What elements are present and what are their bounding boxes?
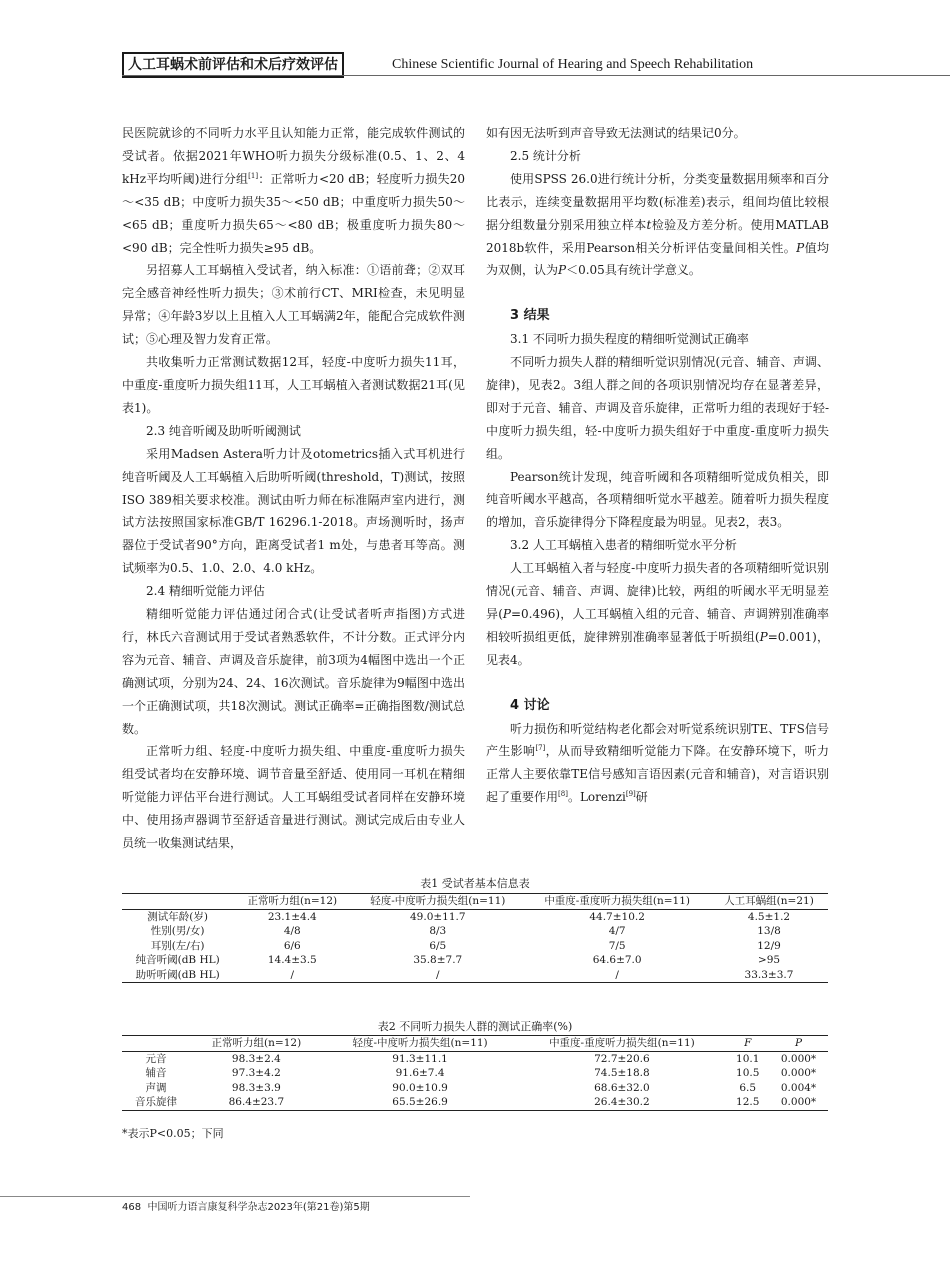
- table-cell: 14.4±3.5: [267, 954, 317, 966]
- table-cell: 65.5±26.9: [392, 1096, 448, 1108]
- table-header-cell: 正常听力组(n=12): [190, 1036, 323, 1052]
- header-rule: [122, 75, 950, 76]
- table-cell: 4.5±1.2: [747, 910, 791, 923]
- table-header-cell: F: [726, 1036, 769, 1052]
- table-cell: 49.0±11.7: [410, 910, 466, 923]
- table-cell: 91.3±11.1: [392, 1052, 448, 1065]
- running-header: [122, 52, 950, 76]
- table-cell: 10.1: [736, 1052, 760, 1065]
- footer-rule: [0, 1196, 470, 1197]
- section-heading-2-4: 2.4 精细听觉能力评估: [146, 584, 265, 599]
- citation: [1]: [248, 171, 259, 180]
- header-title-en: Chinese Scientific Journal of Hearing and Speech Rehabilitation: [392, 57, 754, 72]
- paragraph: 不同听力损失人群的精细听觉识别情况(元音、辅音、声调、旋律)，见表2。3组人群之间的各项识别情况均存在显著差异，即对于元音、辅音、声调及音乐旋律，正常听力组的表现好于轻-中度听力损失组，轻-中度听力损失组好于中重度-重度听力损失组。: [486, 355, 829, 461]
- paragraph: 听力损伤和听觉结构老化都会对听觉系统识别TE、TFS信号产生影响[7]，从而导致精细听觉能力下降。在安静环境下，听力正常人主要依靠TE信号感知言语因素(元音和辅音)，对言语识别起了重要作用[8]。Lorenzi[9]研: [486, 721, 829, 805]
- page-number: 468: [122, 1202, 142, 1213]
- table-cell: 0.000*: [780, 1052, 817, 1065]
- table-cell: 68.6±32.0: [594, 1081, 650, 1094]
- table-cell: 35.8±7.7: [413, 954, 463, 966]
- table-cell: 23.1±4.4: [267, 910, 317, 923]
- table-cell: 音乐旋律: [134, 1096, 177, 1108]
- table-header-cell: [122, 1036, 190, 1052]
- citation: [8]: [558, 790, 568, 799]
- table-row: [122, 924, 828, 939]
- left-column: [122, 122, 465, 855]
- paragraph: 共收集听力正常测试数据12耳，轻度-中度听力损失11耳，中重度-重度听力损失组11耳，人工耳蜗植入者测试数据21耳(见表1)。: [122, 355, 465, 415]
- paragraph: 采用Madsen Astera听力计及otometrics插入式耳机进行纯音听阈及人工耳蜗植入后助听听阈(threshold，T)测试，按照ISO 389相关要求校准。测试由听力师在标准隔声室内进行，测试方法按照国家标准GB/T 16296.1-2018。声场测听时，扬声器位于受试者90°方向，距离受试者1 m处，与患者耳等高。测试频率为0.5、1.0、2.0、4.0 kHz。: [122, 446, 465, 576]
- header-title-cn: 人工耳蜗术前评估和术后疗效评估: [122, 52, 344, 78]
- table-row: [122, 1081, 828, 1096]
- table-cell: >95: [757, 954, 781, 966]
- table-header-cell: 人工耳蜗组(n=21): [710, 894, 828, 910]
- table-cell: 0.000*: [780, 1067, 817, 1079]
- table-cell: 12.5: [736, 1096, 760, 1108]
- table-header-cell: P: [769, 1036, 828, 1052]
- citation: [9]: [625, 790, 636, 799]
- paragraph: Pearson统计发现，纯音听阈和各项精细听觉成负相关，即纯音听阈水平越高，各项精细听觉水平越差。随着听力损失程度的增加，音乐旋律得分下降程度最为明显。见表2，表3。: [486, 469, 829, 530]
- table-header-cell: 中重度-重度听力损失组(n=11): [517, 1036, 726, 1052]
- table-row: [122, 1066, 828, 1081]
- table-row: [122, 909, 828, 924]
- table-cell: 测试年龄(岁): [147, 910, 208, 923]
- paragraph: 另招募人工耳蜗植入受试者，纳入标准：①语前聋；②双耳完全感音神经性听力损失；③术前行CT、MRI检查，未见明显异常；④年龄3岁以上且植入人工耳蜗满2年，能配合完成软件测试；⑤心理及智力发育正常。: [122, 263, 465, 347]
- table-cell: /: [436, 968, 440, 981]
- section-heading-3-1: 3.1 不同听力损失程度的精细听觉测试正确率: [510, 332, 749, 347]
- table1-caption: 表1 受试者基本信息表: [420, 877, 530, 890]
- table-cell: 耳别(左/右): [150, 939, 205, 952]
- paragraph: 精细听觉能力评估通过闭合式(让受试者听声指图)方式进行，林氏六音测试用于受试者熟悉软件，不计分数。正式评分内容为元音、辅音、声调及音乐旋律，前3项为4幅图中选出一个正确测试项，分别为24、24、16次测试。音乐旋律为9幅图中选出一个正确测试项，共18次测试。测试正确率=正确指图数/测试总数。: [122, 607, 465, 736]
- table-header-cell: [122, 894, 233, 910]
- table-note: *表示P<0.05；下同: [122, 1127, 224, 1140]
- table-cell: /: [615, 968, 619, 981]
- table-row: [122, 1095, 828, 1110]
- table-cell: 6.5: [739, 1081, 757, 1094]
- table-header-row: [122, 1036, 828, 1052]
- table-header-cell: 轻度-中度听力损失组(n=11): [351, 894, 524, 910]
- paragraph: 人工耳蜗植入者与轻度-中度听力损失者的各项精细听觉识别情况(元音、辅音、声调、旋律)比较，两组的听阈水平无明显差异(P=0.496)，人工耳蜗植入组的元音、辅音、声调辨别准确率相较听损组更低，旋律辨别准确率显著低于听损组(P=0.001)，见表4。: [486, 561, 830, 667]
- journal-issue: 中国听力语言康复科学杂志2023年(第21卷)第5期: [147, 1202, 370, 1213]
- table-cell: 91.6±7.4: [395, 1067, 445, 1079]
- table-cell: 7/5: [608, 939, 626, 952]
- table-cell: 72.7±20.6: [594, 1052, 650, 1065]
- table-header-cell: 中重度-重度听力损失组(n=11): [524, 894, 710, 910]
- table-cell: 86.4±23.7: [228, 1096, 285, 1108]
- table-row: [122, 939, 828, 954]
- citation: [7]: [535, 744, 546, 753]
- paragraph: 民医院就诊的不同听力水平且认知能力正常，能完成软件测试的受试者。依据2021年WHO听力损失分级标准(0.5、1、2、4 kHz平均听阈)进行分组[1]：正常听力<20 dB；轻度听力损失20～<35 dB；中度听力损失35～<50 dB；中重度听力损失50～<65 dB；重度听力损失65～<80 dB；极重度听力损失80～<90 dB；完全性听力损失≥95 dB。: [122, 126, 465, 255]
- paragraph: 如有因无法听到声音导致无法测试的结果记0分。: [486, 126, 746, 140]
- paragraph: 使用SPSS 26.0进行统计分析，分类变量数据用频率和百分比表示，连续变量数据用平均数(标准差)表示，组间均值比较根据分组数量分别采用独立样本t检验及方差分析。使用MATLAB 2018b软件，采用Pearson相关分析评估变量间相关性。P值均为双侧，认为P＜0.05具有统计学意义。: [486, 171, 829, 278]
- right-column: [486, 122, 829, 809]
- table-cell: 0.000*: [780, 1096, 817, 1108]
- table-header-cell: 正常听力组(n=12): [233, 894, 351, 910]
- table-row: [122, 968, 828, 983]
- table-cell: 4/7: [608, 925, 626, 937]
- table1: [122, 893, 828, 983]
- table-cell: 33.3±3.7: [744, 968, 794, 981]
- table-cell: 元音: [145, 1052, 167, 1065]
- table-cell: 声调: [145, 1081, 167, 1094]
- table-cell: 26.4±30.2: [594, 1096, 650, 1108]
- table-cell: 0.004*: [780, 1081, 817, 1094]
- section-heading-2-5: 2.5 统计分析: [510, 148, 581, 163]
- table-cell: 13/8: [757, 925, 781, 937]
- table-cell: 90.0±10.9: [392, 1081, 448, 1094]
- section-heading-3: 3 结果: [510, 308, 550, 324]
- table-cell: 10.5: [736, 1067, 760, 1079]
- table-cell: 64.6±7.0: [592, 954, 642, 966]
- table-header-cell: 轻度-中度听力损失组(n=11): [323, 1036, 518, 1052]
- section-heading-4: 4 讨论: [510, 697, 550, 713]
- table-cell: 助听听阈(dB HL): [135, 968, 220, 981]
- table-row: [122, 953, 828, 968]
- table-cell: 98.3±2.4: [231, 1052, 281, 1065]
- section-heading-3-2: 3.2 人工耳蜗植入患者的精细听觉水平分析: [510, 538, 737, 553]
- table-cell: 6/6: [283, 939, 301, 952]
- table2-caption: 表2 不同听力损失人群的测试正确率(%): [377, 1020, 573, 1033]
- table-cell: 97.3±4.2: [231, 1067, 281, 1079]
- page-footer: [122, 1198, 370, 1213]
- table-cell: 98.3±3.9: [231, 1081, 281, 1094]
- table-cell: 纯音听阈(dB HL): [135, 954, 220, 966]
- table-cell: 6/5: [429, 939, 447, 952]
- table-cell: 性别(男/女): [150, 925, 205, 937]
- table-cell: /: [290, 968, 295, 981]
- table-row: [122, 1051, 828, 1066]
- table-cell: 12/9: [757, 939, 781, 952]
- table2: [122, 1035, 828, 1111]
- table-cell: 8/3: [429, 925, 447, 937]
- table-cell: 辅音: [145, 1067, 167, 1079]
- table-header-row: [122, 894, 828, 910]
- table-cell: 44.7±10.2: [589, 910, 645, 923]
- table-cell: 4/8: [283, 925, 301, 937]
- section-heading-2-3: 2.3 纯音听阈及助听听阈测试: [146, 423, 301, 438]
- table-cell: 74.5±18.8: [594, 1067, 650, 1079]
- paragraph: 正常听力组、轻度-中度听力损失组、中重度-重度听力损失组受试者均在安静环境、调节音量至舒适、使用同一耳机在精细听觉能力评估平台进行测试。人工耳蜗组受试者同样在安静环境中、使用扬声器调节至舒适音量进行测试。测试完成后由专业人员统一收集测试结果，: [122, 744, 465, 851]
